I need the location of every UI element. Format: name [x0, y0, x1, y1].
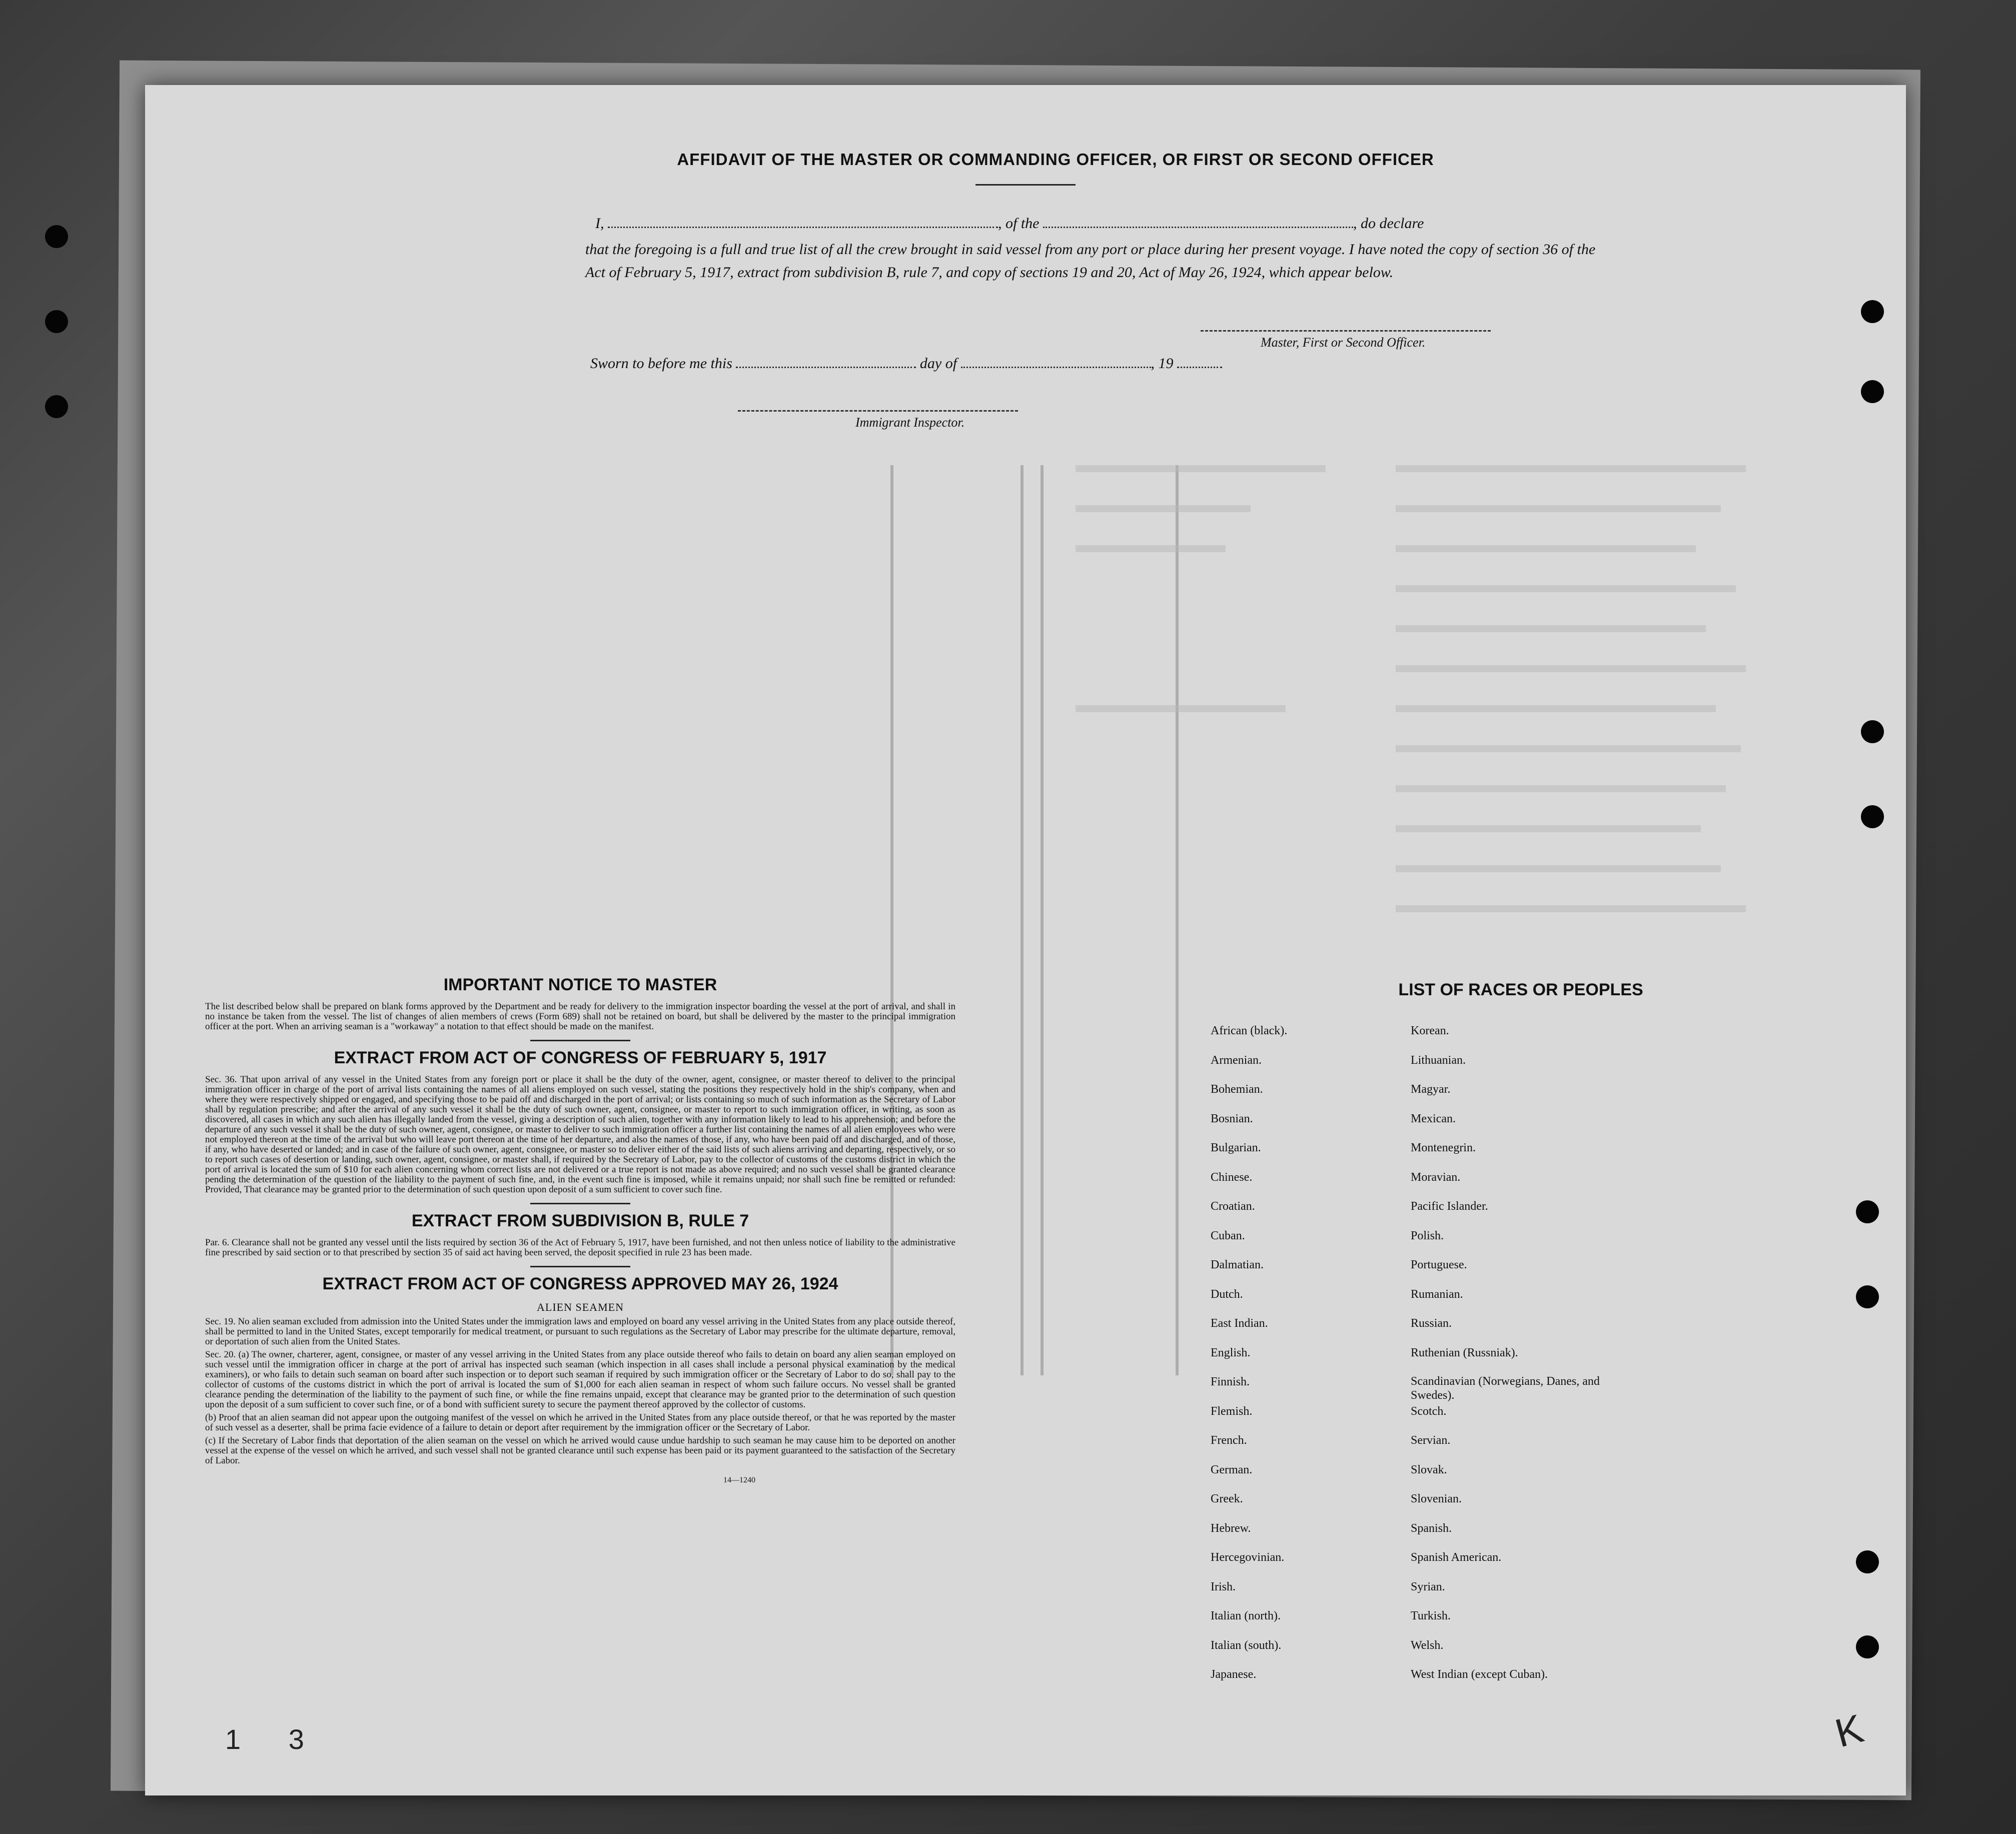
extract-1917-title: EXTRACT FROM ACT OF CONGRESS OF FEBRUARY 5, 1917 — [334, 1048, 827, 1067]
handwritten-mark: 1 3 — [225, 1723, 324, 1755]
punch-hole — [45, 225, 68, 248]
sec20b-text: (b) Proof that an alien seaman did not appear upon the outgoing manifest of the vessel on which he arrived in the United States from any place outside thereof, or that he was reported by the master of such vessel as a deserter, shall be prima facie evidence of a failure to detain or deport after requirement by the immigration officer or the Secretary of Labor. — [205, 1412, 955, 1433]
bleed-through-text — [1396, 865, 1721, 872]
race-item: West Indian (except Cuban). — [1411, 1668, 1548, 1681]
race-item: Finnish. — [1211, 1375, 1250, 1388]
race-item: Korean. — [1411, 1024, 1449, 1037]
affidavit-title: AFFIDAVIT OF THE MASTER OR COMMANDING OFFICER, OR FIRST OR SECOND OFFICER — [677, 150, 1434, 169]
affidavit-of-the: , of the — [998, 215, 1040, 232]
races-title: LIST OF RACES OR PEOPLES — [1398, 980, 1643, 999]
race-item: Slovak. — [1411, 1463, 1447, 1476]
punch-hole — [1861, 805, 1884, 828]
punch-hole — [1856, 1635, 1879, 1658]
punch-hole — [1856, 1550, 1879, 1573]
race-item: Greek. — [1211, 1492, 1243, 1505]
section-divider — [530, 1040, 630, 1041]
race-item: German. — [1211, 1463, 1253, 1476]
sec20c-text: (c) If the Secretary of Labor finds that deportation of the alien seaman on the vessel on which he arrived would cause undue hardship to such seaman he may cause him to be deported on another vessel at the expense of the vessel on which he arrived, and such vessel shall not be granted clearance until such expense has been paid or its payment guaranteed to the satisfaction of the Secretary of Labor. — [205, 1435, 955, 1466]
vessel-blank[interactable] — [1043, 217, 1353, 228]
race-item: Portuguese. — [1411, 1258, 1467, 1271]
bleed-through-text — [1076, 545, 1226, 552]
race-item: Ruthenian (Russniak). — [1411, 1346, 1518, 1359]
name-blank[interactable] — [608, 217, 998, 228]
bleed-through-text — [1396, 585, 1736, 592]
race-item: Montenegrin. — [1411, 1141, 1476, 1154]
sec19-text: Sec. 19. No alien seaman excluded from admission into the United States under the immigration laws and employed on board any vessel arriving in the United States from any place outside thereof, shall be permitted to land in the United States, except temporarily for medical treatment, or pursuant to such regulations as the Secretary of Labor may prescribe for the ultimate departure, removal, or deportation of such alien from the United States. — [205, 1316, 955, 1347]
alien-seamen-subtitle: ALIEN SEAMEN — [537, 1301, 624, 1313]
punch-hole — [45, 395, 68, 418]
bleed-through-text — [1076, 505, 1251, 512]
race-item: Russian. — [1411, 1317, 1452, 1330]
race-item: Bosnian. — [1211, 1112, 1253, 1125]
race-item: Syrian. — [1411, 1580, 1445, 1593]
form-number: 14—1240 — [723, 1476, 755, 1484]
bleed-through-text — [1396, 465, 1746, 472]
bleed-through-text — [1396, 785, 1726, 792]
race-item: Mexican. — [1411, 1112, 1456, 1125]
punch-hole — [1861, 300, 1884, 323]
race-item: Cuban. — [1211, 1229, 1245, 1242]
bleed-through-line — [1176, 465, 1179, 1375]
affidavit-declaration-line — [595, 215, 1424, 232]
race-item: Pacific Islander. — [1411, 1200, 1488, 1213]
signature-line[interactable] — [1201, 330, 1491, 332]
race-item: Hebrew. — [1211, 1521, 1251, 1535]
bleed-through-text — [1396, 745, 1741, 752]
signature-caption: Master, First or Second Officer. — [1261, 335, 1426, 350]
punch-hole — [1856, 1285, 1879, 1308]
section-divider — [530, 1203, 630, 1204]
race-item: Rumanian. — [1411, 1287, 1463, 1301]
rule7-title: EXTRACT FROM SUBDIVISION B, RULE 7 — [411, 1211, 749, 1230]
race-item: Croatian. — [1211, 1200, 1255, 1213]
race-item: Japanese. — [1211, 1668, 1257, 1681]
race-item: Spanish. — [1411, 1521, 1452, 1535]
sec20a-text: Sec. 20. (a) The owner, charterer, agent, consignee, or master of any vessel arriving in the United States from any place outside thereof who fails to detain on board any alien seaman employed on such vessel until the immigration officer in charge at the port of arrival has inspected such seaman (which inspection in all cases shall include a personal physical examination by the medical examiners), or who fails to detain such seaman on board after such inspection or to deport such seaman if required by such immigration officer or the Secretary of Labor to do so, shall pay to the collector of customs of the customs district in which the port of arrival is located the sum of $1,000 for each alien seaman in respect of whom such failure occurs. No vessel shall be granted clearance pending the determination of the liability to the payment of such fine, or while the fine remains unpaid, except that clearance may be granted prior to the determination of such question upon the deposit of a sum sufficient to cover such fine, or of a bond with sufficient surety to secure the payment thereof approved by the collector of customs. — [205, 1349, 955, 1410]
bleed-through-text — [1396, 505, 1721, 512]
race-item: Lithuanian. — [1411, 1053, 1466, 1067]
race-item: Dutch. — [1211, 1287, 1243, 1301]
section-divider — [530, 1266, 630, 1267]
legal-notice-column — [205, 975, 955, 1485]
race-item: Bulgarian. — [1211, 1141, 1261, 1154]
bleed-through-text — [1396, 545, 1696, 552]
affidavit-i: I, — [595, 215, 604, 232]
sworn-month-blank[interactable] — [961, 357, 1151, 368]
race-item: African (black). — [1211, 1024, 1288, 1037]
race-item: Servian. — [1411, 1434, 1451, 1447]
race-item: Polish. — [1411, 1229, 1444, 1242]
race-item: Moravian. — [1411, 1170, 1461, 1184]
sworn-day-blank[interactable] — [736, 357, 916, 368]
affidavit-declare: , do declare — [1353, 215, 1424, 232]
bleed-through-line — [1041, 465, 1044, 1375]
race-item: Italian (north). — [1211, 1609, 1281, 1622]
race-item: Italian (south). — [1211, 1638, 1282, 1652]
race-item: French. — [1211, 1434, 1247, 1447]
sworn-prefix: Sworn to before me this — [590, 355, 732, 372]
punch-hole — [1856, 1200, 1879, 1223]
title-underline — [975, 184, 1076, 186]
sworn-year-blank[interactable] — [1177, 357, 1222, 368]
race-item: Scandinavian (Norwegians, Danes, and Swedes). — [1411, 1375, 1600, 1402]
race-item: English. — [1211, 1346, 1251, 1359]
race-item: Turkish. — [1411, 1609, 1451, 1622]
inspector-signature-line[interactable] — [738, 410, 1018, 412]
punch-hole — [1861, 720, 1884, 743]
bleed-through-text — [1396, 665, 1746, 672]
bleed-through-text — [1396, 905, 1746, 912]
bleed-through-text — [1396, 825, 1701, 832]
bleed-through-text — [1076, 705, 1286, 712]
race-item: Hercegovinian. — [1211, 1551, 1285, 1564]
bleed-through-line — [1021, 465, 1024, 1375]
race-item: Chinese. — [1211, 1170, 1253, 1184]
race-item: Welsh. — [1411, 1638, 1444, 1652]
bleed-through-text — [1396, 705, 1716, 712]
bleed-through-text — [1076, 465, 1326, 472]
race-item: Armenian. — [1211, 1053, 1262, 1067]
race-item: Spanish American. — [1411, 1551, 1502, 1564]
rule7-text: Par. 6. Clearance shall not be granted any vessel until the lists required by section 36 of the Act of February 5, 1917, have been furnished, and not then unless notice of liability to the administrative fine prescribed by said section or to that prescribed by section 35 of said act having been served, the deposit specified in rule 23 has been made. — [205, 1237, 955, 1258]
notice-text: The list described below shall be prepared on blank forms approved by the Department and be ready for delivery to the immigration inspector boarding the vessel at the port of arrival, and shall in no instance be taken from the vessel. The list of changes of alien members of crews (Form 689) shall not be retained on board, but shall be delivered by the master to the principal immigration officer at the port. When an arriving seaman is a "workaway" a notation to that effect should be made on the manifest. — [205, 1001, 955, 1032]
sworn-line — [590, 355, 1222, 372]
extract-1917-text: Sec. 36. That upon arrival of any vessel in the United States from any foreign port or place it shall be the duty of the owner, agent, consignee, or master thereof to deliver to the principal immigration officer in charge of the port of arrival lists containing the names of all aliens employed on such vessel, stating the positions they respectively hold in the ship's company, when and where they were respectively shipped or engaged, and specifying those to be paid off and discharged in the port of arrival; or lists containing so much of such information as the Secretary of Labor shall by regulation prescribe; and after the arrival of any such vessel it shall be the duty of such owner, agent, consignee, or master to report to such immigration officer, in writing, as soon as discovered, all cases in which any such alien has illegally landed from the vessel, giving a description of such alien, together with any information likely to lead to his apprehension; and before the departure of any such vessel it shall be the duty of such owner, agent, consignee, or master to deliver to such immigration officer a further list containing the names of all alien employees who were not employed thereon at the time of the arrival but who will leave port thereon at the time of her departure, and also the names of those, if any, who have been paid off and discharged, and of those, if any, who have deserted or landed; and in case of the failure of such owner, agent, consignee, or master so to deliver either of the said lists of such aliens arriving and departing, respectively, or so to report such cases of desertion or landing, such owner, agent, consignee, or master shall, if required by the Secretary of Labor, pay to the collector of customs of the customs district in which the port of arrival is located the sum of $10 for each alien concerning whom correct lists are not delivered or a true report is not made as above required; and no such vessel shall be granted clearance pending the determination of the question of the liability to the payment of such fine, and, in the event such fine is imposed, while it remains unpaid; nor shall such fine be remitted or refunded: Provided, That clearance may be granted prior to the determination of such question upon deposit of a sum sufficient to cover such fine. — [205, 1074, 955, 1195]
punch-hole — [1861, 380, 1884, 403]
race-item: Slovenian. — [1411, 1492, 1462, 1505]
race-item: Dalmatian. — [1211, 1258, 1264, 1271]
document-page — [145, 85, 1906, 1795]
race-item: Flemish. — [1211, 1404, 1253, 1418]
race-item: Bohemian. — [1211, 1083, 1263, 1096]
notice-title: IMPORTANT NOTICE TO MASTER — [443, 975, 717, 994]
inspector-caption: Immigrant Inspector. — [855, 415, 965, 430]
races-column-2 — [1411, 1023, 1621, 1696]
race-item: Irish. — [1211, 1580, 1236, 1593]
bleed-through-text — [1396, 625, 1706, 632]
race-item: East Indian. — [1211, 1317, 1268, 1330]
handwritten-mark: K — [1830, 1705, 1868, 1756]
sworn-year: , 19 — [1151, 355, 1174, 372]
race-item: Scotch. — [1411, 1404, 1447, 1418]
sworn-day-of: day of — [919, 355, 957, 372]
races-column-1 — [1211, 1023, 1391, 1696]
race-item: Magyar. — [1411, 1083, 1451, 1096]
affidavit-body: that the foregoing is a full and true list of all the crew brought in said vessel from any port or place during her present voyage. I have noted the copy of section 36 of the Act of February 5, 1917, extract from subdivision B, rule 7, and copy of sections 19 and 20, Act of May 26, 1924, which appear below. — [585, 241, 1596, 281]
punch-hole — [45, 310, 68, 333]
extract-1924-title: EXTRACT FROM ACT OF CONGRESS APPROVED MAY 26, 1924 — [322, 1274, 838, 1293]
